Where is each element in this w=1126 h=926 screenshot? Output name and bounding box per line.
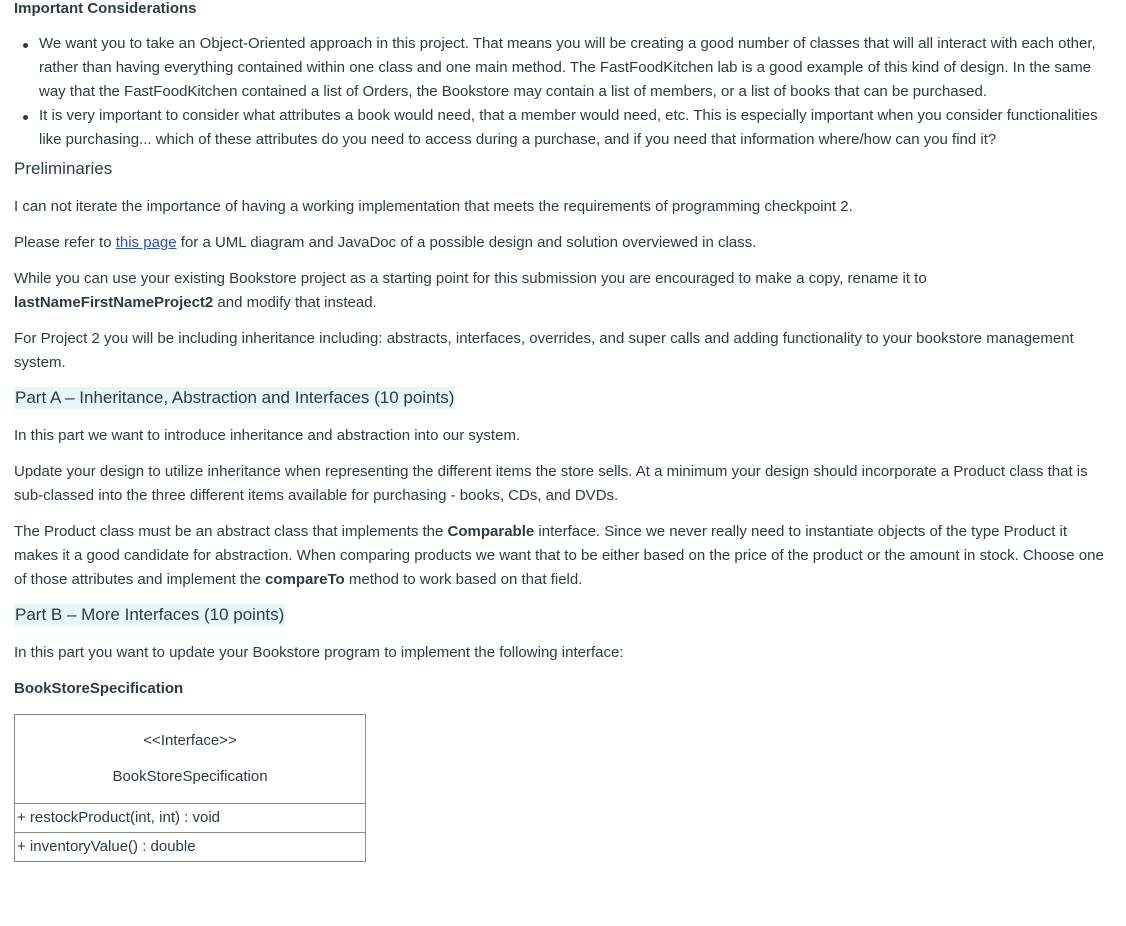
text-span: and modify that instead. (213, 294, 377, 311)
uml-method: + inventoryValue() : double (15, 832, 365, 861)
preliminaries-paragraph-2 (14, 231, 1104, 255)
text-span: method to work based on that field. (344, 571, 583, 588)
text-span: for a UML diagram and JavaDoc of a possible design and solution overviewed in class. (176, 234, 757, 251)
text-span: The Product class must be an abstract class that implements the (14, 523, 448, 540)
comparable-bold: Comparable (447, 523, 535, 540)
list-item: We want you to take an Object-Oriented approach in this project. That means you will be creating a good number of classes that will all interact with each other, rather than having everything contained within one class and one main method. The FastFoodKitchen lab is a good example of this kind of design. In the same way that the FastFoodKitchen contained a list of Orders, the Bookstore may contain a list of members, or a list of books that can be purchased. (39, 32, 1104, 104)
part-a-heading: Part A – Inheritance, Abstraction and Interfaces (10 points) (15, 388, 455, 407)
part-b-heading-wrap (14, 604, 1104, 626)
part-a-heading-wrap (14, 387, 1104, 409)
this-page-link[interactable]: this page (115, 234, 177, 251)
text-span: interface. Since we never really need to instantiate objects of the type Product it makes it a good candidate for abstraction. When comparing products we want that to be either based on the price of the product or the amount in stock. Choose one of those attributes and implement the (14, 523, 1104, 588)
interface-title-paragraph (14, 677, 1104, 701)
uml-method: + restockProduct(int, int) : void (17, 809, 220, 826)
part-b-heading: Part B – More Interfaces (10 points) (15, 605, 285, 624)
text-span: While you can use your existing Bookstore project as a starting point for this submission you are encouraged to make a copy, rename it to (14, 270, 927, 287)
interface-title: BookStoreSpecification (14, 680, 184, 697)
text-span: Please refer to (14, 234, 116, 251)
uml-interface-name: BookStoreSpecification (112, 768, 268, 785)
considerations-list (14, 32, 1104, 152)
uml-header (15, 715, 365, 804)
part-b-paragraph-1: In this part you want to update your Bookstore program to implement the following interface: (14, 644, 624, 661)
part-a-paragraph-2: Update your design to utilize inheritance when representing the different items the store sells. At a minimum your design should incorporate a Product class that is sub-classed into the three different items available for purchasing - books, CDs, and DVDs. (14, 463, 1088, 504)
preliminaries-paragraph-3 (14, 267, 1104, 315)
assignment-page (14, 0, 1104, 862)
list-item: It is very important to consider what attributes a book would need, that a member would need, etc. This is especially important when you consider functionalities like purchasing... which of these attributes do you need to access during a purchase, and if you need that information where/how can you find it? (39, 104, 1104, 152)
part-a-paragraph-1: In this part we want to introduce inheritance and abstraction into our system. (14, 427, 521, 444)
part-a-paragraph-3 (14, 520, 1104, 592)
considerations-heading: Important Considerations (14, 0, 197, 17)
compareto-bold: compareTo (264, 571, 345, 588)
preliminaries-heading: Preliminaries (14, 159, 113, 178)
preliminaries-paragraph-4: For Project 2 you will be including inheritance including: abstracts, interfaces, overrides, and super calls and adding functionality to your bookstore management system. (14, 330, 1074, 371)
uml-stereotype: <<Interface>> (143, 732, 237, 749)
uml-interface-box (14, 714, 366, 862)
preliminaries-paragraph-1: I can not iterate the importance of having a working implementation that meets the requirements of programming checkpoint 2. (14, 198, 853, 215)
project-name-bold: lastNameFirstNameProject2 (14, 294, 214, 311)
